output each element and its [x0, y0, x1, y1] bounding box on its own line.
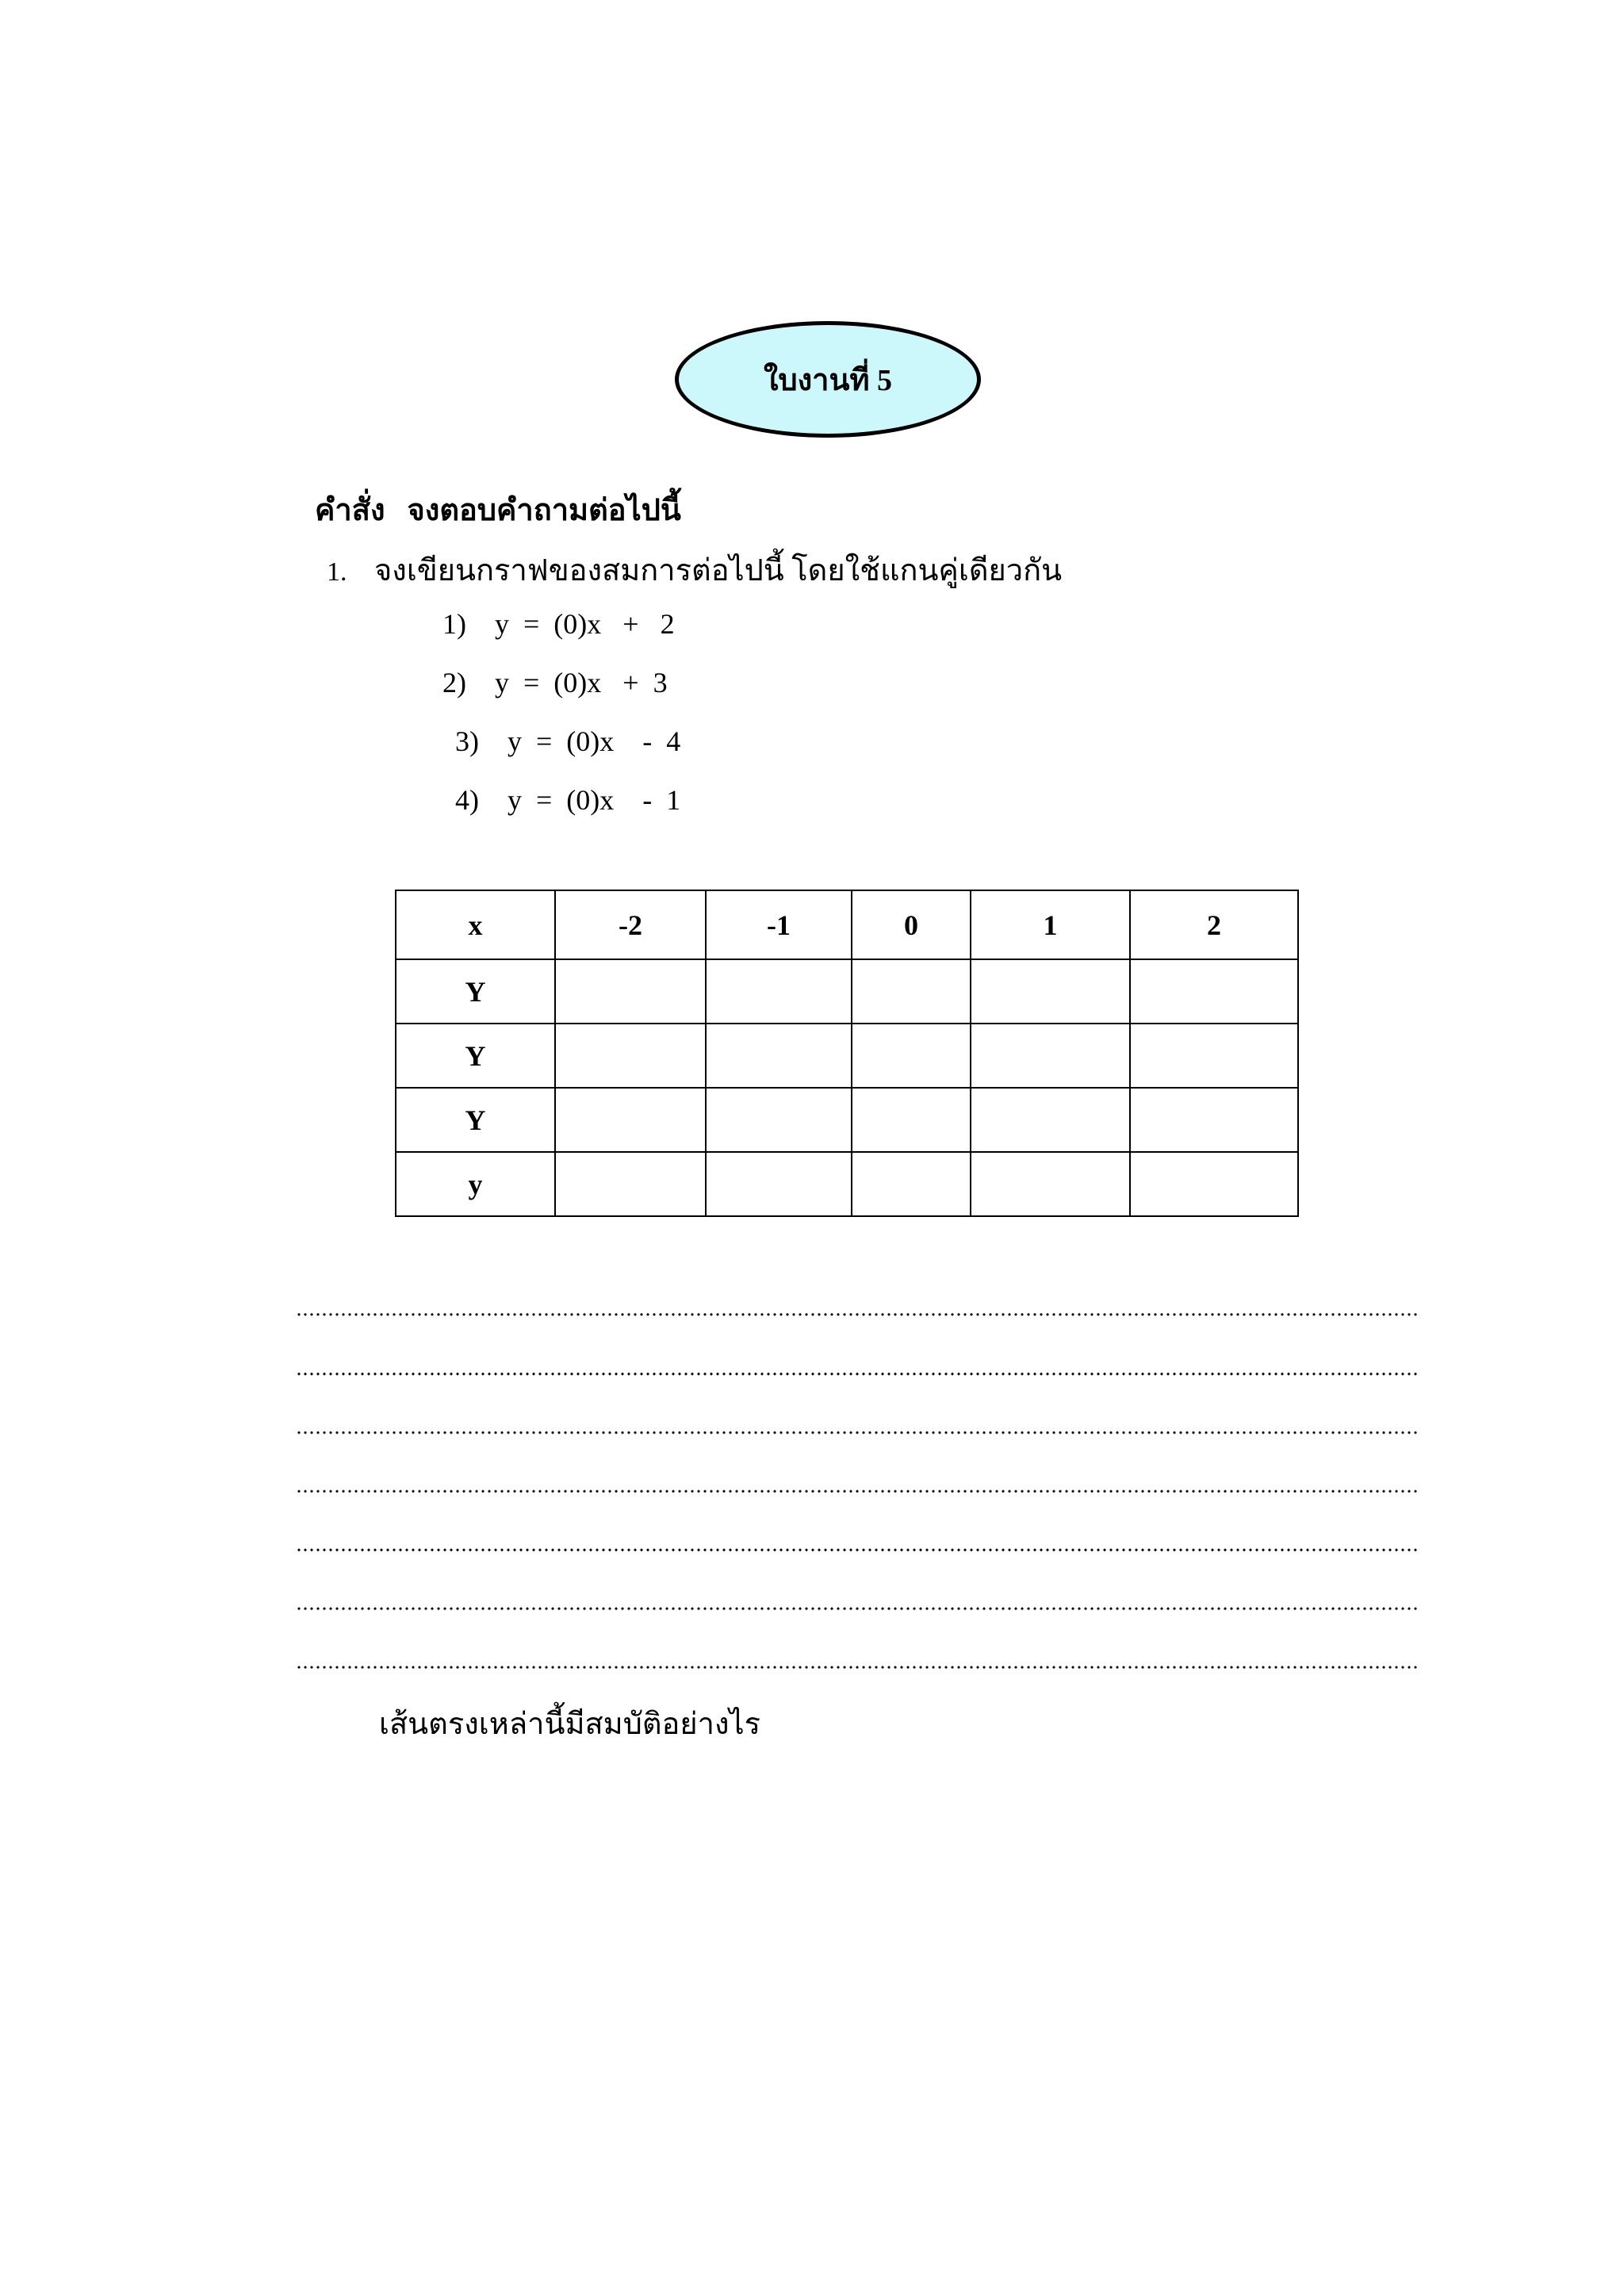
equation-4-num: 4)	[455, 784, 479, 816]
table-answer-cell[interactable]	[1130, 959, 1298, 1024]
equation-2-num: 2)	[442, 667, 466, 698]
answer-dotted-line[interactable]	[296, 1604, 1418, 1613]
values-table	[395, 890, 1299, 1217]
equation-3-num: 3)	[455, 725, 479, 757]
table-answer-cell[interactable]	[706, 1088, 852, 1152]
answer-dotted-line[interactable]	[296, 1487, 1418, 1496]
table-answer-cell[interactable]	[555, 1088, 706, 1152]
table-answer-cell[interactable]	[706, 1024, 852, 1088]
table-answer-cell[interactable]	[706, 959, 852, 1024]
table-answer-cell[interactable]	[971, 959, 1130, 1024]
equation-3	[455, 725, 680, 758]
table-header-cell: -2	[555, 890, 706, 959]
table-answer-cell[interactable]	[555, 1152, 706, 1216]
table-header-cell: 0	[852, 890, 971, 959]
table-answer-cell[interactable]	[971, 1152, 1130, 1216]
answer-dotted-line[interactable]	[296, 1663, 1418, 1672]
table-row-label: y	[396, 1152, 555, 1216]
answer-dotted-line[interactable]	[296, 1545, 1418, 1555]
table-row	[396, 1152, 1298, 1216]
table-row-label: Y	[396, 1024, 555, 1088]
instruction-label: คำสั่ง	[315, 494, 385, 527]
question-text: จงเขียนกราฟของสมการต่อไปนี้ โดยใช้แกนคู่เดียวกัน	[374, 554, 1063, 587]
table-answer-cell[interactable]	[1130, 1152, 1298, 1216]
table-answer-cell[interactable]	[971, 1024, 1130, 1088]
equation-2	[442, 666, 668, 699]
worksheet-title-oval	[675, 321, 981, 438]
table-header-cell: 1	[971, 890, 1130, 959]
equation-4	[455, 783, 680, 817]
table-row-label: Y	[396, 1088, 555, 1152]
instruction-line	[315, 485, 681, 534]
table-answer-cell[interactable]	[852, 1088, 971, 1152]
table-answer-cell[interactable]	[852, 959, 971, 1024]
table-answer-cell[interactable]	[852, 1024, 971, 1088]
closing-question: เส้นตรงเหล่านี้มีสมบัติอย่างไร	[379, 1708, 761, 1741]
question-number: 1.	[327, 557, 347, 587]
table-row-label: Y	[396, 959, 555, 1024]
answer-dotted-line[interactable]	[296, 1310, 1418, 1319]
equation-3-expr: y = (0)x - 4	[508, 725, 681, 757]
table-row	[396, 1024, 1298, 1088]
question-1	[327, 545, 1062, 594]
equation-4-expr: y = (0)x - 1	[508, 784, 681, 816]
table-answer-cell[interactable]	[555, 1024, 706, 1088]
answer-dotted-line[interactable]	[296, 1369, 1418, 1379]
equation-2-expr: y = (0)x + 3	[495, 667, 668, 698]
table-header-row	[396, 890, 1298, 959]
table-header-cell: -1	[706, 890, 852, 959]
table-answer-cell[interactable]	[1130, 1088, 1298, 1152]
worksheet-title: ใบงานที่ 5	[763, 364, 893, 397]
table-row	[396, 959, 1298, 1024]
table-answer-cell[interactable]	[971, 1088, 1130, 1152]
table-answer-cell[interactable]	[852, 1152, 971, 1216]
table-answer-cell[interactable]	[706, 1152, 852, 1216]
table-header-cell: 2	[1130, 890, 1298, 959]
instruction-text: จงตอบคำถามต่อไปนี้	[407, 494, 681, 527]
table-row	[396, 1088, 1298, 1152]
equation-1-num: 1)	[442, 608, 466, 640]
equation-1	[442, 607, 675, 641]
answer-dotted-line[interactable]	[296, 1428, 1418, 1437]
table-answer-cell[interactable]	[555, 959, 706, 1024]
table-answer-cell[interactable]	[1130, 1024, 1298, 1088]
equation-1-expr: y = (0)x + 2	[495, 608, 675, 640]
table-header-cell: x	[396, 890, 555, 959]
